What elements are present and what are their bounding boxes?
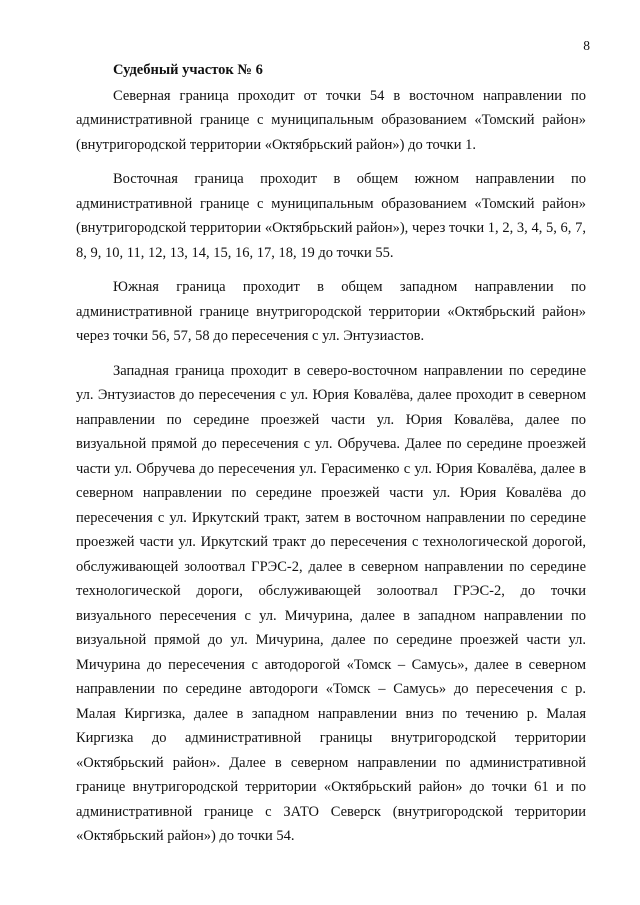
paragraph-south-boundary: Южная граница проходит в общем западном направлении по административной границе внутригородской территории «Октябрьский район» через точки 56, 57, 58 до пересечения с ул. Энтузиастов. bbox=[76, 279, 586, 344]
paragraph-east-boundary: Восточная граница проходит в общем южном направлении по административной границе с муниципальным образованием «Томский район» (внутригородской территории «Октябрьский район»), через точки 1, 2, 3, 4, 5, 6, 7, 8, 9, 10, 11, 12, 13, 14, 15, 16, 17, 18, 19 до точки 55. bbox=[76, 171, 586, 261]
document-body bbox=[76, 58, 586, 849]
paragraph-north-boundary: Северная граница проходит от точки 54 в восточном направлении по административной границе с муниципальным образованием «Томский район» (внутригородской территории «Октябрьский район») до точки 1. bbox=[76, 87, 586, 153]
paragraph-west-boundary: Западная граница проходит в северо-восточном направлении по середине ул. Энтузиастов до пересечения с ул. Юрия Ковалёва, далее проходит в северном направлении по середине проезжей части ул. Юрия Ковалёва, далее по визуальной прямой до пересечения с ул. Обручева. Далее по середине проезжей части ул. Обручева до пересечения ул. Герасименко с ул. Юрия Ковалёва, далее в северном направлении по середине проезжей части ул. Юрия Ковалёва до пересечения с ул. Иркутский тракт, затем в восточном направлении по середине проезжей части ул. Иркутский тракт до пересечения с технологической дорогой, обслуживающей золоотвал ГРЭС-2, далее в северном направлении по середине технологической дороги, обслуживающей золоотвал ГРЭС-2, до точки визуального пересечения с ул. Мичурина, далее в западном направлении по визуальной прямой до ул. Мичурина, далее по середине проезжей части ул. Мичурина до пересечения с автодорогой «Томск – Самусь», далее в северном направлении по середине автодороги «Томск – Самусь» до пересечения с р. Малая Киргизка, далее в западном направлении вниз по течению р. Малая Киргизка до административной границы внутригородской территории «Октябрьский район». Далее в северном направлении по административной границе внутригородской территории «Октябрьский район» до точки 61 и по административной границе с ЗАТО Северск (внутригородской территории «Октябрьский район») до точки 54. bbox=[76, 362, 586, 844]
page-number: 8 bbox=[583, 38, 590, 53]
section-heading: Судебный участок № 6 bbox=[113, 62, 263, 78]
